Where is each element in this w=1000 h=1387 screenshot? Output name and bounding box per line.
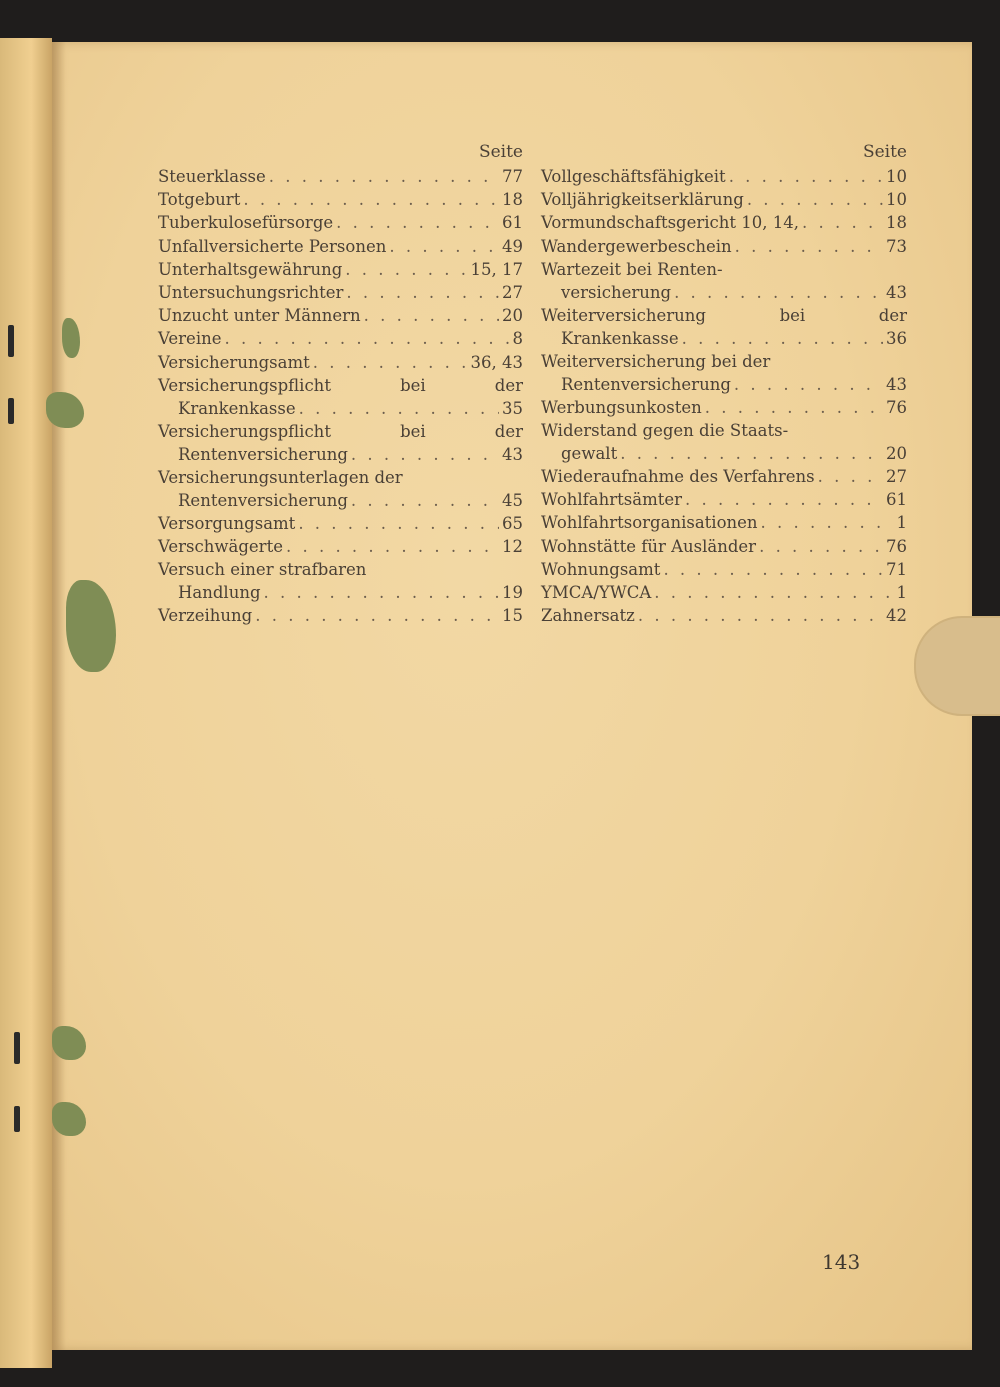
index-term: YMCA/YWCA	[541, 582, 652, 602]
index-entry-line	[158, 281, 523, 304]
index-page-ref: 15, 17	[470, 259, 523, 279]
index-entry-line	[541, 327, 907, 350]
index-entry-line	[541, 511, 907, 534]
leader-dots	[364, 304, 499, 327]
index-page-ref: 36, 43	[470, 352, 523, 372]
index-entry-line	[541, 488, 907, 511]
index-entry	[158, 165, 523, 188]
index-entry	[158, 327, 523, 350]
index-term: Rentenversicherung	[178, 490, 348, 510]
leader-dots	[818, 465, 883, 488]
index-term: Volljährigkeitserklärung	[541, 190, 744, 210]
index-entry-line	[541, 350, 907, 373]
index-entry-line	[158, 351, 523, 374]
index-entry-line	[541, 258, 907, 281]
index-entry	[158, 535, 523, 558]
index-page-ref: 12	[502, 536, 523, 556]
index-entry	[541, 465, 907, 488]
index-entry-line	[158, 304, 523, 327]
index-term: Zahnersatz	[541, 606, 635, 626]
index-page-ref: 20	[886, 444, 907, 464]
index-term: Rentenversicherung	[178, 444, 348, 464]
index-page-ref: 19	[502, 583, 523, 603]
index-entry-line	[158, 512, 523, 535]
index-page-ref: 65	[502, 513, 523, 533]
index-page-ref: 45	[502, 490, 523, 510]
index-entry-line	[541, 304, 907, 327]
index-page-ref: 10	[886, 167, 907, 186]
leader-dots	[735, 235, 883, 258]
staple	[14, 1032, 20, 1064]
leader-dots	[255, 604, 499, 627]
leader-dots	[299, 397, 499, 420]
leader-dots	[802, 211, 883, 234]
index-entry	[541, 188, 907, 211]
index-term: Handlung	[178, 583, 261, 603]
index-entry-line	[541, 281, 907, 304]
index-entry	[158, 258, 523, 281]
index-page-ref: 35	[502, 398, 523, 418]
index-entry	[158, 512, 523, 535]
leader-dots	[620, 442, 883, 465]
index-term: Wiederaufnahme des Verfahrens	[541, 466, 815, 486]
index-term-word: Versicherungspflicht	[158, 421, 331, 441]
staple	[14, 1106, 20, 1132]
index-term: Rentenversicherung	[561, 374, 731, 394]
index-term: Vollgeschäftsfähigkeit	[541, 167, 726, 186]
leader-dots	[225, 327, 510, 350]
index-term: Untersuchungsrichter	[158, 282, 344, 302]
index-term: Wohlfahrtsämter	[541, 490, 682, 510]
index-entry-line	[158, 374, 523, 397]
index-term-word: der	[494, 375, 523, 395]
index-entry	[541, 419, 907, 465]
index-entry	[158, 558, 523, 604]
index-entry-line	[541, 396, 907, 419]
leader-dots	[663, 558, 883, 581]
leader-dots	[734, 373, 883, 396]
index-page-ref: 20	[502, 306, 523, 326]
index-entry-line	[158, 397, 523, 420]
leader-dots	[747, 188, 883, 211]
index-entry	[158, 235, 523, 258]
index-page-ref: 76	[886, 397, 907, 417]
leader-dots	[346, 281, 499, 304]
index-term: Versicherungsamt	[158, 352, 310, 372]
index-entry-line	[541, 373, 907, 396]
index-entry-line	[541, 465, 907, 488]
index-term: Wohnungsamt	[541, 559, 661, 579]
index-entry-line	[158, 581, 523, 604]
column-header-seite: Seite	[478, 142, 523, 162]
leader-dots	[685, 488, 883, 511]
index-entry	[541, 258, 907, 304]
index-page-ref: 1	[896, 582, 907, 602]
index-entry-line	[541, 188, 907, 211]
leader-dots	[729, 165, 883, 188]
index-entry	[158, 420, 523, 466]
leader-dots	[351, 489, 499, 512]
binding-shadow	[52, 42, 66, 1350]
leader-dots	[638, 604, 883, 627]
index-page-ref: 77	[502, 167, 523, 186]
index-term: Werbungsunkosten	[541, 397, 702, 417]
index-page-ref: 49	[502, 236, 523, 256]
index-entry-line	[158, 211, 523, 234]
index-page-ref: 43	[502, 444, 523, 464]
index-term-word: bei	[779, 305, 806, 325]
index-entry-line	[158, 535, 523, 558]
page-tab-notch	[914, 616, 1000, 716]
index-entry-line	[158, 327, 523, 350]
index-page-ref: 1	[896, 513, 907, 533]
index-page-ref: 27	[502, 282, 523, 302]
index-page-ref: 10	[886, 190, 907, 210]
index-column-left	[158, 140, 523, 627]
index-term: Wohnstätte für Ausländer	[541, 536, 757, 556]
index-entry	[541, 211, 907, 234]
index-entry-line	[158, 188, 523, 211]
leader-dots	[682, 327, 883, 350]
index-term: versicherung	[561, 282, 672, 302]
index-page-ref: 73	[886, 236, 907, 256]
index-page-ref: 71	[886, 559, 907, 579]
index-page-ref: 43	[886, 374, 907, 394]
index-term-word: bei	[400, 375, 426, 395]
index-entries-left	[158, 165, 523, 627]
index-term: gewalt	[561, 444, 618, 464]
index-term-word: bei	[400, 421, 426, 441]
index-entry	[158, 211, 523, 234]
staple	[8, 325, 14, 357]
index-page-ref: 18	[502, 190, 523, 210]
leader-dots	[351, 443, 499, 466]
leader-dots	[761, 511, 894, 534]
leader-dots	[264, 581, 499, 604]
index-entry	[541, 604, 907, 627]
index-entry	[158, 466, 523, 512]
index-term-word: Weiterversicherung bei der	[541, 351, 771, 371]
index-entry-line	[158, 165, 523, 188]
staple	[8, 398, 14, 424]
index-entry-line	[158, 604, 523, 627]
index-page-ref: 76	[886, 536, 907, 556]
index-term: Verschwägerte	[158, 536, 283, 556]
book-page	[52, 42, 972, 1350]
index-term: Vormundschaftsgericht 10, 14,	[541, 213, 800, 233]
index-entry-line	[541, 211, 907, 234]
leader-dots	[759, 535, 883, 558]
index-entry	[541, 235, 907, 258]
index-page-ref: 43	[886, 282, 907, 302]
index-column-right	[541, 140, 907, 627]
leader-dots	[674, 281, 883, 304]
index-term-word: Versuch einer strafbaren	[158, 560, 367, 580]
index-page-ref: 36	[886, 328, 907, 348]
index-entry	[541, 165, 907, 188]
index-entry-line	[158, 235, 523, 258]
index-entry-line	[541, 558, 907, 581]
index-entry	[158, 604, 523, 627]
index-entry	[541, 558, 907, 581]
index-term-word: der	[494, 421, 523, 441]
index-entries-right	[541, 165, 907, 627]
index-page-ref: 15	[502, 606, 523, 626]
index-term: Unzucht unter Männern	[158, 306, 361, 326]
index-term: Verzeihung	[158, 606, 253, 626]
index-entry-line	[158, 466, 523, 489]
index-term: Unfallversicherte Personen	[158, 236, 387, 256]
index-page-ref: 18	[886, 213, 907, 233]
index-entry	[158, 281, 523, 304]
leader-dots	[336, 211, 499, 234]
index-term-word: Weiterversicherung	[541, 305, 706, 325]
index-entry	[541, 488, 907, 511]
index-page-ref: 61	[502, 213, 523, 233]
index-page-ref: 8	[512, 329, 523, 349]
leader-dots	[313, 351, 468, 374]
index-term: Versorgungsamt	[158, 513, 296, 533]
index-term: Wandergewerbeschein	[541, 236, 732, 256]
index-entry-line	[541, 442, 907, 465]
leader-dots	[389, 235, 499, 258]
index-term-word: Versicherungsunterlagen der	[158, 467, 403, 487]
leader-dots	[654, 581, 893, 604]
index-entry	[541, 396, 907, 419]
index-entry	[541, 511, 907, 534]
index-term-word: Wartezeit bei Renten-	[541, 259, 723, 279]
index-term: Steuerklasse	[158, 167, 266, 186]
index-entry	[158, 188, 523, 211]
index-term: Krankenkasse	[561, 328, 679, 348]
index-term: Vereine	[158, 329, 222, 349]
index-page-ref: 27	[886, 466, 907, 486]
leader-dots	[298, 512, 499, 535]
index-entry	[158, 374, 523, 420]
index-term: Unterhaltsgewährung	[158, 259, 343, 279]
index-entry-line	[541, 419, 907, 442]
index-term: Krankenkasse	[178, 398, 296, 418]
index-entry-line	[158, 420, 523, 443]
index-entry	[541, 350, 907, 396]
column-header-seite: Seite	[862, 142, 907, 162]
index-page-ref: 42	[886, 606, 907, 626]
index-entry-line	[541, 165, 907, 188]
index-entry	[158, 351, 523, 374]
index-entry	[541, 581, 907, 604]
index-entry-line	[158, 443, 523, 466]
index-entry-line	[158, 489, 523, 512]
index-entry-line	[541, 581, 907, 604]
index-entry-line	[158, 258, 523, 281]
index-term: Totgeburt	[158, 190, 241, 210]
index-entry-line	[541, 604, 907, 627]
index-page-ref: 61	[886, 490, 907, 510]
previous-page-edge	[0, 38, 52, 1368]
leader-dots	[243, 188, 499, 211]
index-entry-line	[541, 235, 907, 258]
page-number: 143	[822, 1250, 861, 1274]
index-term: Tuberkulosefürsorge	[158, 213, 334, 233]
index-entry	[541, 535, 907, 558]
index-entry-line	[541, 535, 907, 558]
index-term: Wohlfahrtsorganisationen	[541, 513, 758, 533]
index-entry	[158, 304, 523, 327]
index-term-word: der	[878, 305, 907, 325]
index-entry-line	[158, 558, 523, 581]
leader-dots	[345, 258, 467, 281]
leader-dots	[705, 396, 883, 419]
leader-dots	[269, 165, 499, 188]
index-entry	[541, 304, 907, 350]
index-term-word: Widerstand gegen die Staats-	[541, 420, 789, 440]
leader-dots	[286, 535, 499, 558]
index-term-word: Versicherungspflicht	[158, 375, 331, 395]
